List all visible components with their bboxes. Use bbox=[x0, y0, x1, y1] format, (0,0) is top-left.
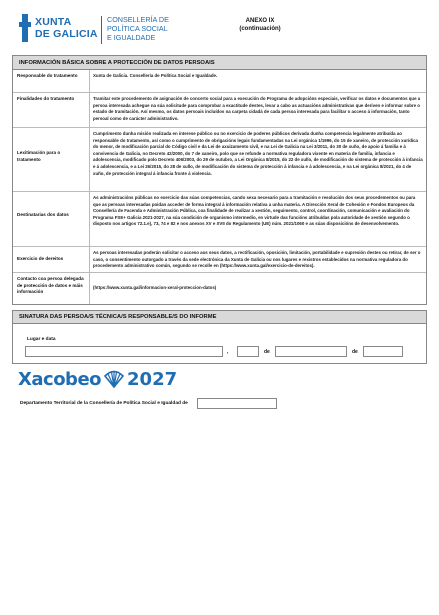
consellaria-name bbox=[107, 15, 169, 43]
table-row bbox=[13, 127, 426, 191]
xunta-emblem-icon bbox=[18, 14, 32, 42]
annex-subtitle: (continuación) bbox=[239, 26, 281, 32]
signature-title: SINATURA DAS PERSOA/S TÉCNICA/S RESPONSABLE/S DO INFORME bbox=[13, 311, 426, 324]
table-row bbox=[13, 92, 426, 127]
logo-divider bbox=[101, 16, 102, 44]
table-row bbox=[13, 246, 426, 272]
row-text: Tramitar este procedemento de asignación de concerto social para a execución do Programa de adopcións especiais, verificar os datos e documentos que a persoa interesada achegue na súa solicitude para comprobar a exactitude destes, levar a cabo as actuacións administrativas que deriven e informar sobre o estado de tramitación. Así mesmo, os datos persoais incluídos na carpeta cidadá de cada persoa interesada para facilitar o acceso á información, tanto persoal como de carácter administrativo. bbox=[93, 96, 421, 121]
xacobeo-word: Xacobeo bbox=[18, 368, 102, 390]
place-field[interactable] bbox=[25, 346, 223, 357]
de-separator: de bbox=[352, 349, 358, 355]
annex-heading bbox=[230, 17, 290, 33]
row-text: As administracións públicas no exercicio das súas competencias, cando sexa necesario para a tramitación e resolución dos seus procedementos ou para que as persoas interesadas poidan acceder de forma integral á información relativa a unha materia. A Dirección Xeral de Cohesión e Fondos Europeos da Consellería de Facenda e Administración Pública, coa finalidade de realizar a xestión, seguimento, control, coordinación, comunicación e avaliación do Programa FSE+ Galicia 2021-2027, na súa condición de organismo intermedio, en virtude das funcións atribuídas pola autoridade de xestión segundo o disposto nos artigos 72.1.e), 73, 74 e 82 e nos anexos XV e XVII do Regulamento (UE) núm. 2021/1060 e as súas disposicións de desenvolvemento. bbox=[93, 195, 416, 227]
column-divider bbox=[89, 93, 90, 127]
xacobeo-year: 2027 bbox=[127, 368, 178, 390]
month-field[interactable] bbox=[275, 346, 347, 357]
row-label: Destinatarias dos datos bbox=[17, 212, 69, 217]
data-protection-table bbox=[12, 55, 427, 305]
page-header bbox=[18, 14, 423, 48]
annex-title: ANEXO IX bbox=[245, 18, 275, 24]
consellaria-line-2: POLÍTICA SOCIAL bbox=[107, 24, 168, 34]
department-label: Departamento Territorial de la Consellería de Política Social e Igualdad de bbox=[20, 401, 188, 406]
comma-separator: , bbox=[227, 349, 229, 355]
row-link[interactable]: (https://www.xunta.gal/informacion-xeral-proteccion-datos) bbox=[93, 285, 217, 290]
data-protection-title: INFORMACIÓN BÁSICA SOBRE A PROTECCIÓN DE DATOS PERSOAIS bbox=[13, 56, 426, 70]
consellaria-line-3: E IGUALDADE bbox=[107, 33, 156, 43]
column-divider bbox=[89, 70, 90, 92]
column-divider bbox=[89, 128, 90, 191]
row-label: Lexitimación para o tratamento bbox=[17, 150, 61, 162]
row-text: Cumprimento dunha misión realizada en interese público ou no exercicio de poderes públicos derivada dunha competencia legalmente atribuída ao responsable do tratamento, así como o cumprimento de obrigacións legais fundamentadas na Lei orgánica 1/1996, do 15 de xaneiro, de protección xurídica do menor, de modificación parcial do Código civil e da Lei de axuizamento civil, e na Lei de Galicia na Lei 3/2011, do 30 de xuño, de apoio á familia e á convivencia de Galicia, no Decreto 42/2000, do 7 de xaneiro, polo que se refunde a normativa reguladora vixente en materia de familia, infancia e adolescencia, modificado polo Decreto 406/2003, do 29 de outubro, a Lei Orgánica 8/2015, do 22 de xullo, de modificación do sistema de protección á infancia e á adolescencia, e a Lei 26/2015, do 28 de xullo, de modificación do sistema de protección á infancia e á adolescencia, e na Lei orgánica 8/2021, do 4 de xuño, de protección integral á infancia fronte á violencia. bbox=[93, 131, 423, 176]
department-field[interactable] bbox=[197, 398, 277, 409]
table-row bbox=[13, 70, 426, 92]
signature-section bbox=[12, 310, 427, 364]
xunta-logo-text bbox=[35, 16, 98, 40]
consellaria-line-1: CONSELLERÍA DE bbox=[107, 15, 169, 24]
row-label: Responsable do tratamento bbox=[17, 73, 78, 78]
table-row bbox=[13, 191, 426, 246]
logo-line-1: XUNTA bbox=[35, 16, 72, 28]
logo-line-2: DE GALICIA bbox=[35, 28, 98, 40]
scallop-shell-icon bbox=[104, 370, 124, 388]
xunta-logo bbox=[18, 14, 98, 42]
row-text: As persoas interesadas poderán solicitar o acceso aos seus datos, a rectificación, oposición, limitación, portabilidade e supresión destes ou retirar, de ser o caso, o consentimento outorgado a través da sede electrónica da Xunta de Galicia ou nos lugares e rexistros establecidos na normativa reguladora do procedemento administrativo común, segundo se recolle en (https://www.xunta.gal/exercicio-de-dereitos). bbox=[93, 250, 421, 269]
column-divider bbox=[89, 192, 90, 246]
row-text: Xunta de Galicia. Consellería de Política Social e Igualdade. bbox=[93, 73, 218, 78]
place-date-label: Lugar e data bbox=[27, 337, 56, 342]
column-divider bbox=[89, 247, 90, 272]
day-field[interactable] bbox=[237, 346, 259, 357]
column-divider bbox=[89, 273, 90, 304]
row-label: Contacto coa persoa delegada de protección de datos e máis información bbox=[17, 276, 84, 295]
de-separator: de bbox=[264, 349, 270, 355]
row-label: Exercicio de dereitos bbox=[17, 256, 64, 261]
row-label: Finalidades do tratamento bbox=[17, 96, 75, 101]
table-row bbox=[13, 272, 426, 304]
xacobeo-logo bbox=[18, 368, 177, 390]
year-field[interactable] bbox=[363, 346, 403, 357]
